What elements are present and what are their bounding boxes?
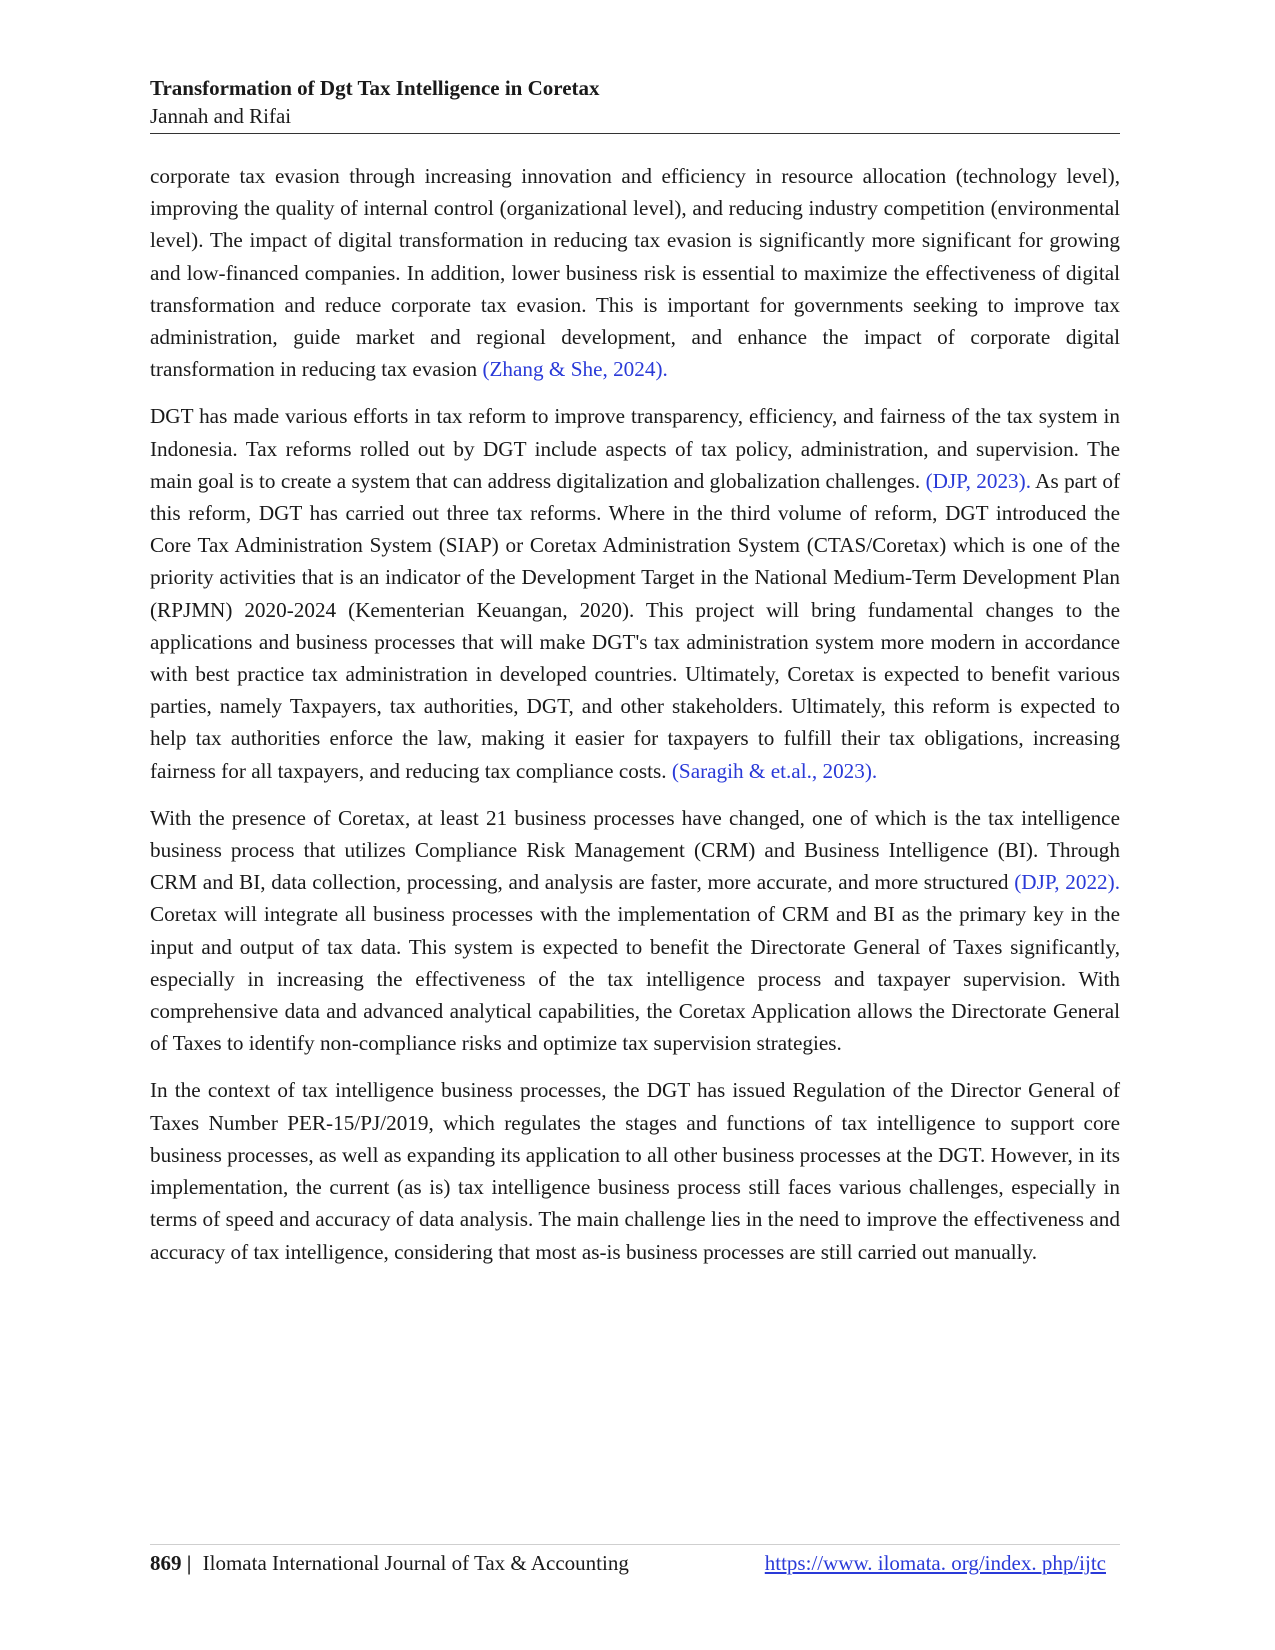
page-footer <box>150 1543 1120 1583</box>
paragraph-text: With the presence of Coretax, at least 21 business processes have changed, one of which is the tax intelligence business process that utilizes Compliance Risk Management (CRM) and Business Intelligence (BI). Through CRM and BI, data collection, processing, and analysis are faster, more accurate, and more structured <box>150 805 1120 895</box>
running-header <box>150 74 1120 130</box>
article-body <box>150 160 1120 1283</box>
paragraph-text: DGT has made various efforts in tax reform to improve transparency, efficiency, and fairness of the tax system in Indonesia. Tax reforms rolled out by DGT include aspects of tax policy, administration, and supervision. The main goal is to create a system that can address digitalization and globalization challenges. <box>150 404 1120 493</box>
header-divider <box>150 133 1120 134</box>
paragraph-3 <box>150 802 1120 1060</box>
paragraph-text: In the context of tax intelligence business processes, the DGT has issued Regulation of the Director General of Taxes Number PER-15/PJ/2019, which regulates the stages and functions of tax intelligence to support core business processes, as well as expanding its application to all other business processes at the DGT. However, in its implementation, the current (as is) tax intelligence business process still faces various challenges, especially in terms of speed and accuracy of data analysis. The main challenge lies in the need to improve the effectiveness and accuracy of tax intelligence, considering that most as-is business processes are still carried out manually. <box>150 1078 1120 1264</box>
journal-url-link[interactable]: https://www. ilomata. org/index. php/ijtc <box>764 1551 1106 1575</box>
citation-link[interactable]: (DJP, 2022). <box>1014 870 1120 895</box>
citation-link[interactable]: (Zhang & She, 2024). <box>482 357 668 382</box>
paragraph-text: Coretax will integrate all business processes with the implementation of CRM and BI as the primary key in the input and output of tax data. This system is expected to benefit the Directorate General of Taxes significantly, especially in increasing the effectiveness of the tax intelligence process and taxpayer supervision. With comprehensive data and advanced analytical capabilities, the Coretax Application allows the Directorate General of Taxes to identify non-compliance risks and optimize tax supervision strategies. <box>150 902 1120 1056</box>
citation-link[interactable]: (Saragih & et.al., 2023). <box>671 758 878 783</box>
citation-link[interactable]: (DJP, 2023). <box>925 468 1031 493</box>
paragraph-text: As part of this reform, DGT has carried out three tax reforms. Where in the third volume of reform, DGT introduced the Core Tax Administration System (SIAP) or Coretax Administration System (CTAS/Coretax) which is one of the priority activities that is an indicator of the Development Target in the National Medium-Term Development Plan (RPJMN) 2020-2024 (Kementerian Keuangan, 2020). This project will bring fundamental changes to the applications and business processes that will make DGT's tax administration system more modern in accordance with best practice tax administration in developed countries. Ultimately, Coretax is expected to benefit various parties, namely Taxpayers, tax authorities, DGT, and other stakeholders. Ultimately, this reform is expected to help tax authorities enforce the law, making it easier for taxpayers to fulfill their tax obligations, increasing fairness for all taxpayers, and reducing tax compliance costs. <box>150 468 1121 783</box>
paragraph-2 <box>150 400 1120 786</box>
footer-separator: | <box>186 1551 192 1575</box>
running-authors: Jannah and Rifai <box>150 104 292 128</box>
page-number: 869 <box>150 1551 182 1575</box>
paragraph-4 <box>150 1074 1120 1267</box>
paragraph-text: corporate tax evasion through increasing innovation and efficiency in resource allocation (technology level), improving the quality of internal control (organizational level), and reducing industry competition (environmental level). The impact of digital transformation in reducing tax evasion is significantly more significant for growing and low-financed companies. In addition, lower business risk is essential to maximize the effectiveness of digital transformation and reduce corporate tax evasion. This is important for governments seeking to improve tax administration, guide market and regional development, and enhance the impact of corporate digital transformation in reducing tax evasion <box>150 164 1120 382</box>
running-title: Transformation of Dgt Tax Intelligence in Coretax <box>150 76 600 100</box>
journal-name: Ilomata International Journal of Tax & Accounting <box>202 1551 629 1575</box>
paragraph-1 <box>150 160 1120 385</box>
